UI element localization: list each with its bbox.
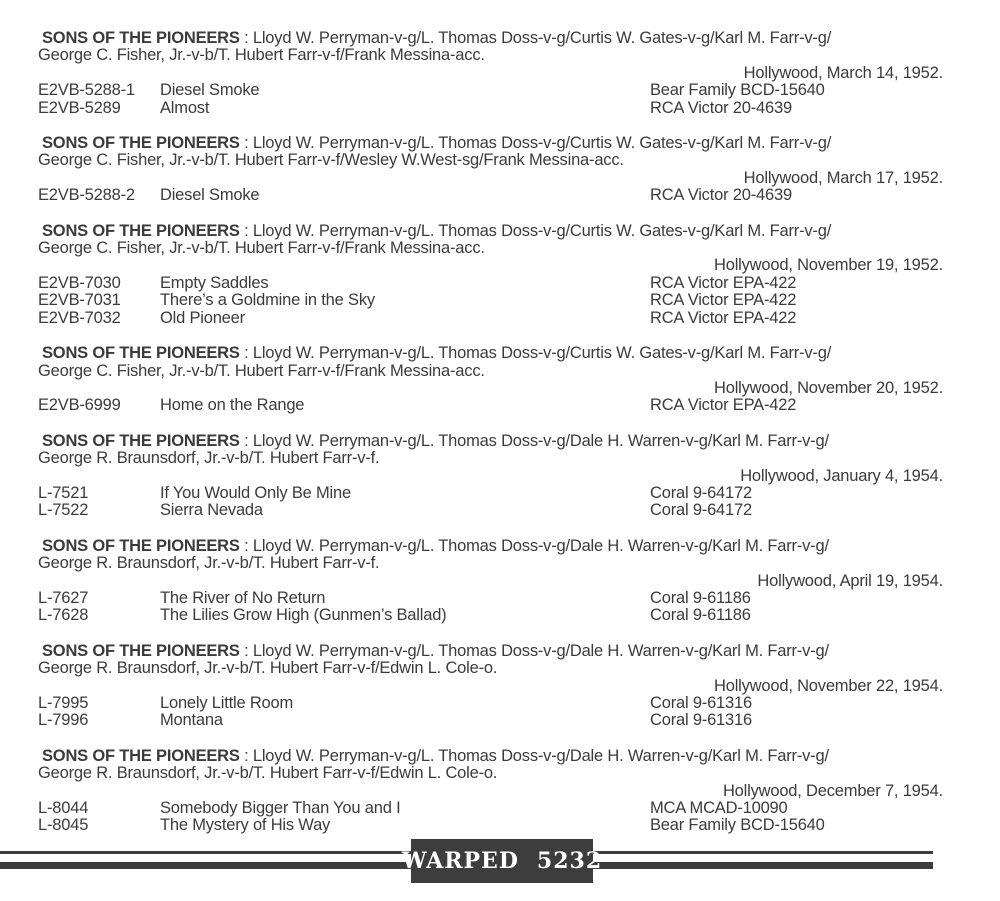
track-row [38, 485, 943, 502]
session-block-1 [38, 30, 943, 117]
track-title: There’s a Goldmine in the Sky [160, 291, 375, 310]
matrix-number: E2VB-7031 [38, 291, 121, 310]
matrix-number: E2VB-5289 [38, 98, 121, 117]
matrix-number: L-7627 [38, 588, 89, 607]
session-header [38, 223, 943, 258]
personnel-line-1: Lloyd W. Perryman-v-g/L. Thomas Doss-v-g/Dale H. Warren-v-g/Karl M. Farr-v-g/ [252, 431, 829, 450]
release-label: Coral 9-61316 [650, 711, 752, 730]
matrix-number: E2VB-7030 [38, 273, 121, 292]
session-header [38, 135, 943, 170]
track-title: Home on the Range [160, 396, 305, 415]
personnel-line-1: Lloyd W. Perryman-v-g/L. Thomas Doss-v-g/Curtis W. Gates-v-g/Karl M. Farr-v-g/ [252, 134, 832, 153]
track-row [38, 292, 943, 309]
track-title: Almost [160, 98, 210, 117]
track-row [38, 397, 943, 414]
release-label: Bear Family BCD-15640 [650, 816, 825, 835]
track-row [38, 82, 943, 99]
matrix-number: L-7522 [38, 501, 89, 520]
release-label: RCA Victor 20-4639 [650, 186, 792, 205]
artist-separator: : [239, 134, 253, 153]
track-row [38, 590, 943, 607]
track-row [38, 817, 943, 834]
release-label: MCA MCAD-10090 [650, 799, 788, 818]
track-title: The Lilies Grow High (Gunmen’s Ballad) [160, 606, 447, 625]
track-row [38, 310, 943, 327]
release-label: RCA Victor EPA-422 [650, 308, 797, 327]
personnel-line-2: George C. Fisher, Jr.-v-b/T. Hubert Farr-v-f/Frank Messina-acc. [38, 46, 485, 65]
track-row [38, 695, 943, 712]
personnel-line-1: Lloyd W. Perryman-v-g/L. Thomas Doss-v-g/Dale H. Warren-v-g/Karl M. Farr-v-g/ [252, 746, 829, 765]
release-label: RCA Victor 20-4639 [650, 98, 792, 117]
artist-separator: : [239, 221, 253, 240]
artist-name: SONS OF THE PIONEERS [42, 344, 240, 363]
track-title: If You Would Only Be Mine [160, 483, 351, 502]
warped-catalog-badge [401, 839, 603, 883]
artist-separator: : [239, 536, 253, 555]
track-row [38, 187, 943, 204]
track-row [38, 800, 943, 817]
track-title: Diesel Smoke [160, 81, 260, 100]
artist-name: SONS OF THE PIONEERS [42, 536, 240, 555]
release-label: Coral 9-61186 [650, 606, 751, 625]
session-date: Hollywood, November 20, 1952. [714, 378, 943, 397]
artist-separator: : [239, 29, 253, 47]
matrix-number: L-8044 [38, 799, 89, 818]
session-block-7 [38, 643, 943, 730]
track-title: Old Pioneer [160, 308, 245, 327]
warped-number: 5232 [536, 848, 603, 874]
artist-name: SONS OF THE PIONEERS [42, 641, 240, 660]
release-label: Bear Family BCD-15640 [650, 81, 825, 100]
matrix-number: L-7995 [38, 694, 89, 712]
personnel-line-2: George R. Braunsdorf, Jr.-v-b/T. Hubert Farr-v-f. [38, 449, 380, 468]
personnel-line-1: Lloyd W. Perryman-v-g/L. Thomas Doss-v-g/Curtis W. Gates-v-g/Karl M. Farr-v-g/ [252, 344, 832, 363]
session-block-5 [38, 433, 943, 520]
track-title: Somebody Bigger Than You and I [160, 799, 401, 818]
track-row [38, 712, 943, 729]
track-title: Montana [160, 711, 223, 730]
release-label: Coral 9-61316 [650, 694, 752, 712]
session-header [38, 748, 943, 783]
session-block-3 [38, 223, 943, 327]
release-label: Coral 9-64172 [650, 483, 752, 502]
matrix-number: L-8045 [38, 816, 89, 835]
matrix-number: E2VB-5288-2 [38, 186, 135, 205]
matrix-number: E2VB-7032 [38, 308, 121, 327]
session-header [38, 643, 943, 678]
session-date: Hollywood, December 7, 1954. [722, 781, 943, 800]
matrix-number: E2VB-5288-1 [38, 81, 135, 100]
session-header [38, 433, 943, 468]
discography-content [38, 30, 943, 853]
matrix-number: E2VB-6999 [38, 396, 121, 415]
session-block-4 [38, 345, 943, 415]
artist-name: SONS OF THE PIONEERS [42, 431, 240, 450]
session-header [38, 30, 943, 65]
track-row [38, 275, 943, 292]
track-row [38, 502, 943, 519]
track-title: The Mystery of His Way [160, 816, 331, 835]
track-title: The River of No Return [160, 588, 326, 607]
personnel-line-1: Lloyd W. Perryman-v-g/L. Thomas Doss-v-g/Dale H. Warren-v-g/Karl M. Farr-v-g/ [252, 641, 829, 660]
artist-separator: : [239, 641, 253, 660]
session-block-2 [38, 135, 943, 205]
matrix-number: L-7521 [38, 483, 89, 502]
release-label: Coral 9-61186 [650, 588, 751, 607]
personnel-line-2: George R. Braunsdorf, Jr.-v-b/T. Hubert Farr-v-f/Edwin L. Cole-o. [38, 764, 498, 783]
track-row [38, 607, 943, 624]
personnel-line-1: Lloyd W. Perryman-v-g/L. Thomas Doss-v-g/Curtis W. Gates-v-g/Karl M. Farr-v-g/ [252, 29, 832, 47]
session-date: Hollywood, March 14, 1952. [743, 63, 943, 82]
session-block-6 [38, 538, 943, 625]
artist-name: SONS OF THE PIONEERS [42, 134, 240, 153]
session-date: Hollywood, March 17, 1952. [743, 168, 943, 187]
personnel-line-2: George C. Fisher, Jr.-v-b/T. Hubert Farr-v-f/Wesley W.West-sg/Frank Messina-acc. [38, 151, 624, 170]
personnel-line-2: George R. Braunsdorf, Jr.-v-b/T. Hubert Farr-v-f. [38, 554, 380, 573]
release-label: Coral 9-64172 [650, 501, 752, 520]
personnel-line-1: Lloyd W. Perryman-v-g/L. Thomas Doss-v-g/Curtis W. Gates-v-g/Karl M. Farr-v-g/ [252, 221, 832, 240]
personnel-line-2: George C. Fisher, Jr.-v-b/T. Hubert Farr-v-f/Frank Messina-acc. [38, 361, 485, 380]
artist-name: SONS OF THE PIONEERS [42, 29, 240, 47]
release-label: RCA Victor EPA-422 [650, 273, 797, 292]
artist-name: SONS OF THE PIONEERS [42, 746, 240, 765]
artist-separator: : [239, 344, 253, 363]
track-title: Sierra Nevada [160, 501, 263, 520]
matrix-number: L-7996 [38, 711, 89, 730]
session-header [38, 538, 943, 573]
release-label: RCA Victor EPA-422 [650, 396, 797, 415]
session-date: Hollywood, April 19, 1954. [757, 571, 943, 590]
session-header [38, 345, 943, 380]
personnel-line-1: Lloyd W. Perryman-v-g/L. Thomas Doss-v-g/Dale H. Warren-v-g/Karl M. Farr-v-g/ [252, 536, 829, 555]
release-label: RCA Victor EPA-422 [650, 291, 797, 310]
session-date: Hollywood, November 22, 1954. [714, 676, 943, 695]
artist-name: SONS OF THE PIONEERS [42, 221, 240, 240]
session-block-8 [38, 748, 943, 835]
matrix-number: L-7628 [38, 606, 89, 625]
session-date: Hollywood, November 19, 1952. [714, 256, 943, 275]
warped-label: WARPED [401, 848, 519, 874]
session-date: Hollywood, January 4, 1954. [740, 466, 943, 485]
personnel-line-2: George C. Fisher, Jr.-v-b/T. Hubert Farr-v-f/Frank Messina-acc. [38, 239, 485, 258]
personnel-line-2: George R. Braunsdorf, Jr.-v-b/T. Hubert Farr-v-f/Edwin L. Cole-o. [38, 659, 498, 678]
track-row [38, 100, 943, 117]
track-title: Lonely Little Room [160, 694, 294, 712]
track-title: Empty Saddles [160, 273, 269, 292]
artist-separator: : [239, 746, 253, 765]
track-title: Diesel Smoke [160, 186, 260, 205]
artist-separator: : [239, 431, 253, 450]
